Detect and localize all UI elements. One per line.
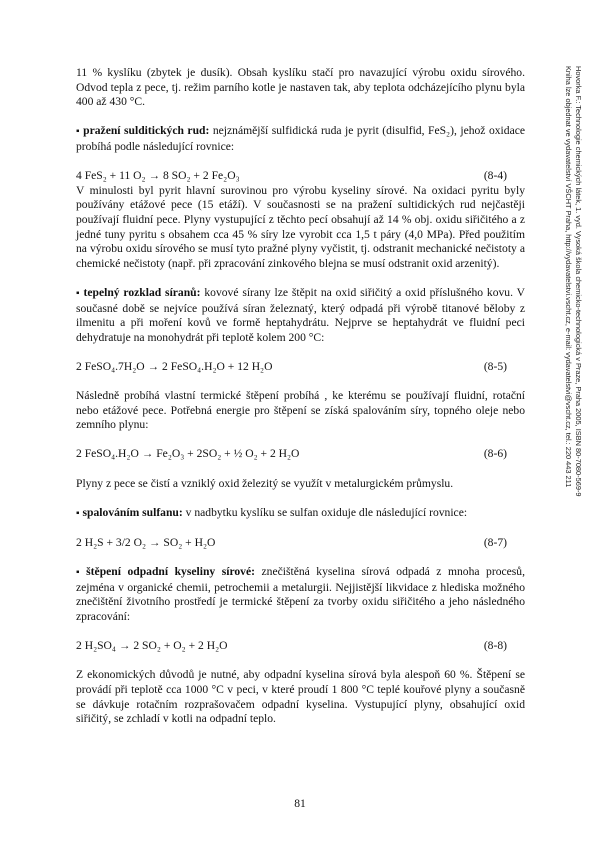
section-sulfane-combustion bbox=[76, 506, 525, 522]
section-sulfate-decomposition bbox=[76, 286, 525, 345]
equation-8-8 bbox=[76, 639, 525, 654]
publisher-line: Kniha lze objednat ve vydavatelství VŠCHT Praha, http://vydavatelstvi.vscht.cz, e-mail: vydavatelstvi@vscht.cz, tel.: 220 443 211 bbox=[564, 66, 573, 488]
page-number: 81 bbox=[294, 797, 306, 810]
section-text: nejznámější sulfidická ruda je pyrit (disulfid, FeS₂), jehož oxidace probíhá podle následující rovnice: bbox=[76, 124, 526, 153]
section-title: ▪ spalováním sulfanu: bbox=[76, 506, 183, 519]
equation-8-4 bbox=[76, 169, 525, 184]
section-title: ▪ štěpení odpadní kyseliny sírové: bbox=[76, 565, 255, 578]
equation-number: (8-6) bbox=[483, 447, 507, 461]
section-text: znečištěná kyselina sírová odpadá z mnoha procesů, zejména v organické chemii, petrochemii a metalurgii. Nejjistější likvidace z hlediska možného znečištění životního prostředí je termické štěpení za tvorby oxidu siřičitého a jeho následného zpracování: bbox=[76, 565, 525, 623]
citation-line: Hovorka F.: Technologie chemických látek, 1. vyd. Vysoká škola chemicko-technologická v Praze, Praha 2005, ISBN 80-7080-569-9 bbox=[574, 66, 583, 497]
equation-expression: 2 H₂SO₄ → 2 SO₂ + O₂ + 2 H₂O bbox=[76, 639, 228, 653]
section-title: ▪ tepelný rozklad síranů: bbox=[76, 286, 201, 299]
section-waste-acid-splitting bbox=[76, 565, 525, 624]
paragraph-intro: 11 % kyslíku (zbytek je dusík). Obsah kyslíku stačí pro navazující výrobu oxidu sírového. Odvod tepla z pece, tj. režim parního kotle je nastaven tak, aby teplota odcházejícího plynu byla 400 až 430 °C. bbox=[76, 66, 525, 109]
equation-number: (8-4) bbox=[483, 169, 507, 183]
equation-8-7 bbox=[76, 536, 525, 551]
paragraph-gas-cleaning: Plyny z pece se čistí a vzniklý oxid železitý se využít v metalurgickém průmyslu. bbox=[76, 476, 454, 490]
paragraph-thermal-splitting: Následně probíhá vlastní termické štěpení probíhá , ke kterému se používají fluidní, rotační nebo etážové pece. Potřebná energie pro štěpení se získá spalováním síry, topného oleje nebo zemního plynu: bbox=[76, 389, 525, 432]
document-body bbox=[76, 66, 525, 727]
paragraph-economics: Z ekonomických důvodů je nutné, aby odpadní kyselina sírová byla alespoň 60 %. Štěpení se provádí při teplotě cca 1000 °C v peci, v které proudí 1 800 °C teplé kouřové plyny a současně se dávkuje rotačním rozprašovačem odpadní kyselina. Vystupující plyny, obsahující oxid siřičitý, se zchladí v kotli na odpadní teplo. bbox=[76, 668, 525, 726]
paragraph-pyrite-history: V minulosti byl pyrit hlavní surovinou pro výrobu kyseliny sírové. Na oxidaci pyritu byly používány etážové pece (15 etáží). V současnosti se na pražení sultidických rud nejčastěji používají fluidní pece. Plyny vystupující z těchto pecí obsahují až 14 % obj. oxidu siřičitého a z jedné tuny pyritu s obsahem cca 45 % síry lze vyrobit cca 1,5 t páry (4,0 MPa). Před použitím na výrobu oxidu sírového se musí tyto pražné plyny vyčistit, tj. odstranit mechanické nečistoty a chemické nečistoty (např. při zpracování zinkového blejna se musí odstranit oxid arzenitý). bbox=[76, 183, 525, 270]
section-text: v nadbytku kyslíku se sulfan oxiduje dle následující rovnice: bbox=[182, 505, 468, 519]
section-title: ▪ pražení sulditických rud: bbox=[76, 124, 209, 137]
equation-expression: 2 FeSO₄.H₂O → Fe₂O₃ + 2SO₂ + ½ O₂ + 2 H₂O bbox=[76, 447, 300, 461]
equation-number: (8-8) bbox=[483, 639, 507, 653]
equation-expression: 2 FeSO₄.7H₂O → 2 FeSO₄.H₂O + 12 H₂O bbox=[76, 359, 273, 373]
section-pyrite-roasting bbox=[76, 124, 525, 154]
equation-number: (8-5) bbox=[483, 359, 507, 373]
equation-expression: 4 FeS₂ + 11 O₂ → 8 SO₂ + 2 Fe₂O₃ bbox=[76, 169, 240, 183]
section-text: kovové sírany lze štěpit na oxid siřičitý a oxid příslušného kovu. V současné době se nejvíce používá síran železnatý, který odpadá při výrobě titanové běloby z ilmenitu a při moření kovů ve formě heptahydrátu. Nejprve se heptahydrát ve fluidní peci dehydratuje na monohydrát při teplotě kolem 200 °C: bbox=[76, 285, 526, 344]
equation-8-6 bbox=[76, 447, 525, 462]
side-citation bbox=[553, 66, 583, 716]
equation-number: (8-7) bbox=[483, 536, 507, 549]
equation-8-5 bbox=[76, 360, 525, 375]
equation-expression: 2 H₂S + 3/2 O₂ → SO₂ + H₂O bbox=[76, 536, 216, 549]
